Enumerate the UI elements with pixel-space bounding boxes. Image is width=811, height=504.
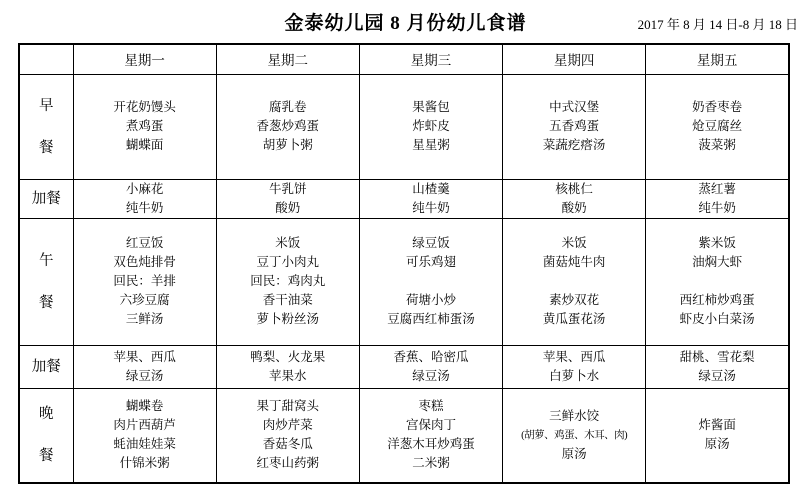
afternoon-snack-row: [19, 345, 789, 388]
menu-table: [18, 43, 790, 484]
meal-label-lunch: 午 餐: [19, 218, 73, 345]
cell-dinner-mon: 蝴蝶卷 肉片西葫芦 蚝油娃娃菜 什锦米粥: [73, 388, 216, 483]
meal-label-snack-2: 加餐: [19, 345, 73, 388]
header-monday: 星期一: [73, 44, 216, 74]
cell-dinner-tue: 果丁甜窝头 肉炒芹菜 香菇冬瓜 红枣山药粥: [216, 388, 359, 483]
cell-breakfast-thu: 中式汉堡 五香鸡蛋 菜蔬疙瘩汤: [503, 74, 646, 179]
cell-breakfast-tue: 腐乳卷 香葱炒鸡蛋 胡萝卜粥: [216, 74, 359, 179]
cell-snack1-fri: 蒸红薯 纯牛奶: [646, 179, 789, 218]
cell-lunch-thu: 米饭 菌菇炖牛肉 素炒双花 黄瓜蛋花汤: [503, 218, 646, 345]
header-wednesday: 星期三: [359, 44, 502, 74]
meal-label-breakfast: 早 餐: [19, 74, 73, 179]
header-friday: 星期五: [646, 44, 789, 74]
cell-snack2-mon: 苹果、西瓜 绿豆汤: [73, 345, 216, 388]
cell-dinner-fri: 炸酱面 原汤: [646, 388, 789, 483]
corner-cell: [19, 44, 73, 74]
header-tuesday: 星期二: [216, 44, 359, 74]
cell-snack1-tue: 牛乳饼 酸奶: [216, 179, 359, 218]
cell-lunch-fri: 紫米饭 油焖大虾 西红柿炒鸡蛋 虾皮小白菜汤: [646, 218, 789, 345]
morning-snack-row: [19, 179, 789, 218]
lunch-row: [19, 218, 789, 345]
cell-breakfast-mon: 开花奶馒头 煮鸡蛋 蝴蝶面: [73, 74, 216, 179]
cell-snack1-mon: 小麻花 纯牛奶: [73, 179, 216, 218]
cell-snack1-thu: 核桃仁 酸奶: [503, 179, 646, 218]
header-thursday: 星期四: [503, 44, 646, 74]
cell-snack1-wed: 山楂羹 纯牛奶: [359, 179, 502, 218]
cell-dinner-thu: 三鲜水饺 (胡萝、鸡蛋、木耳、肉) 原汤: [503, 388, 646, 483]
cell-dinner-wed: 枣糕 宫保肉丁 洋葱木耳炒鸡蛋 二米粥: [359, 388, 502, 483]
meal-label-dinner: 晚 餐: [19, 388, 73, 483]
cell-breakfast-fri: 奶香枣卷 炝豆腐丝 菠菜粥: [646, 74, 789, 179]
breakfast-row: [19, 74, 789, 179]
cell-snack2-wed: 香蕉、哈密瓜 绿豆汤: [359, 345, 502, 388]
cell-lunch-wed: 绿豆饭 可乐鸡翅 荷塘小炒 豆腐西红柿蛋汤: [359, 218, 502, 345]
dinner-row: [19, 388, 789, 483]
meal-label-snack-1: 加餐: [19, 179, 73, 218]
header-row: [19, 44, 789, 74]
cell-snack2-thu: 苹果、西瓜 白萝卜水: [503, 345, 646, 388]
page-title: 金泰幼儿园 8 月份幼儿食谱: [284, 13, 527, 34]
cell-lunch-mon: 红豆饭 双色炖排骨 回民：羊排 六珍豆腐 三鲜汤: [73, 218, 216, 345]
cell-lunch-tue: 米饭 豆丁小肉丸 回民：鸡肉丸 香干油菜 萝卜粉丝汤: [216, 218, 359, 345]
date-range: 2017 年 8 月 14 日-8 月 18 日: [637, 17, 798, 32]
cell-snack2-tue: 鸭梨、火龙果 苹果水: [216, 345, 359, 388]
cell-snack2-fri: 甜桃、雪花梨 绿豆汤: [646, 345, 789, 388]
cell-breakfast-wed: 果酱包 炸虾皮 星星粥: [359, 74, 502, 179]
